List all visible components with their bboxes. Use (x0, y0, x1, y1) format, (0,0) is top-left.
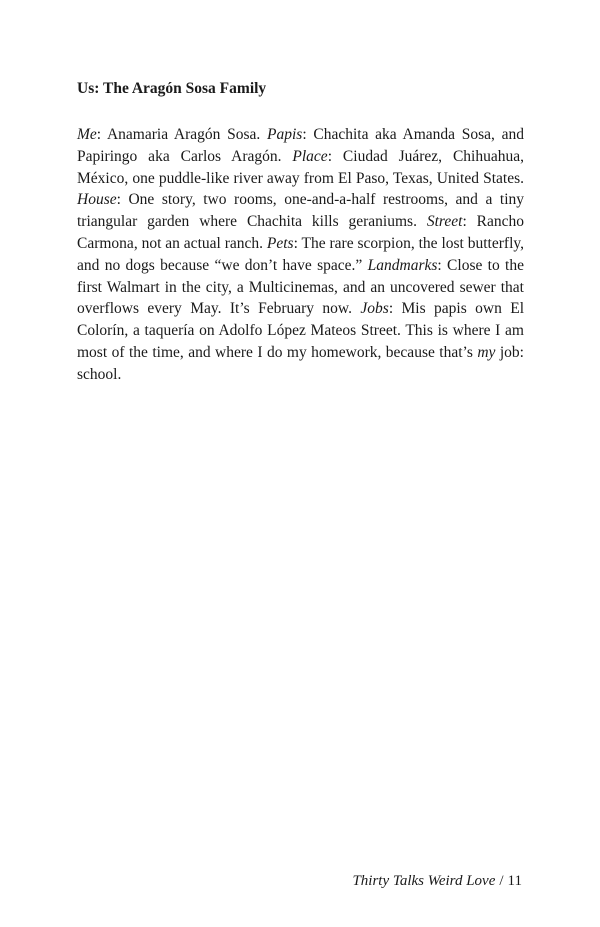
text-me: Anamaria Aragón Sosa. (106, 126, 261, 143)
running-title: Thirty Talks Weird Love (352, 873, 496, 889)
text-jobs-emphasis: my (477, 343, 496, 361)
label-pets: Pets (266, 234, 294, 252)
text-pets: The rare scorpion, the lost butterfly, and no dogs because “we don’t have space.” (77, 234, 524, 274)
text-place: Ciudad Juárez, Chihuahua, México, one puddle-like river away from El Paso, Texas, United States. (77, 147, 524, 187)
label-street: Street (426, 213, 463, 231)
page-footer (352, 871, 522, 891)
family-description-paragraph: Me: Anamaria Aragón Sosa. Papis: Chachita aka Amanda Sosa, and Papiringo aka Carlos Aragón. Place: Ciudad Juárez, Chihuahua, México, one puddle-like river away from El Paso, Texas, United States. House: One story, two rooms, one-and-a-half restrooms, and a tiny triangular garden where Chachita kills geraniums. Street: Rancho Carmona, not an actual ranch. Pets: The rare scorpion, the lost butterfly, and no dogs because “we don’t have space.” Landmarks: Close to the first Walmart in the city, a Multicinemas, and an uncovered sewer that overflows every May. It’s February now. Jobs: Mis papis own El Colorín, a taquería on Adolfo López Mateos Street. This is where I am most of the time, and where I do my homework, because that’s my job: school. (77, 126, 525, 383)
label-house: House (77, 191, 117, 209)
footer-separator: / (499, 873, 504, 889)
label-landmarks: Landmarks (367, 256, 438, 274)
text-papis: Chachita aka Amanda Sosa, and Papiringo aka Carlos Aragón. (77, 126, 525, 165)
label-papis: Papis (267, 126, 303, 143)
label-me: Me (77, 126, 97, 143)
text-house: One story, two rooms, one-and-a-half restrooms, and a tiny triangular garden where Chachita kills geraniums. (77, 191, 524, 231)
page-number: 11 (507, 873, 522, 889)
text-jobs-before: Mis papis own El Colorín, a taquería on Adolfo López Mateos Street. This is where I am most of the time, and where I do my homework, because that’s (77, 300, 525, 361)
text-jobs-after: job: school. (77, 343, 524, 383)
label-place: Place (292, 147, 328, 165)
text-landmarks: Close to the first Walmart in the city, a Multicinemas, and an uncovered sewer that overflows every May. It’s February now. (77, 256, 524, 318)
label-jobs: Jobs (360, 300, 389, 318)
section-heading: Us: The Aragón Sosa Family (77, 80, 267, 97)
text-street: Rancho Carmona, not an actual ranch. (77, 213, 524, 252)
